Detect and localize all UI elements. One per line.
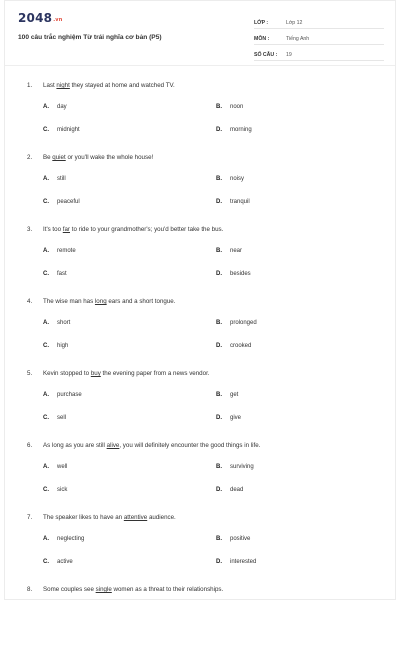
answer-option-a[interactable] xyxy=(43,248,76,254)
answer-option-c[interactable] xyxy=(43,343,68,349)
option-text: day xyxy=(57,104,67,110)
option-letter: A. xyxy=(43,248,49,254)
stem-text-before: Be xyxy=(43,154,53,161)
question-stem xyxy=(27,442,260,449)
option-letter: C. xyxy=(43,127,49,133)
option-letter: A. xyxy=(43,104,49,110)
stem-text-after: to ride to your grandmother's; you'd better take the bus. xyxy=(70,226,224,233)
answer-option-b[interactable] xyxy=(216,104,243,110)
stem-text-before: The speaker likes to have an xyxy=(43,514,124,521)
question-stem xyxy=(27,514,176,521)
question-stem xyxy=(27,82,175,89)
meta-value: Lớp 12 xyxy=(286,20,303,26)
stem-text-before: Kevin stopped to xyxy=(43,370,91,377)
worksheet-page xyxy=(4,0,396,600)
header-divider xyxy=(5,65,395,66)
option-letter: C. xyxy=(43,343,49,349)
question-list xyxy=(5,77,395,653)
answer-option-a[interactable] xyxy=(43,176,66,182)
question-item xyxy=(5,581,395,653)
option-text: short xyxy=(57,320,71,326)
answer-option-a[interactable] xyxy=(43,536,84,542)
stem-text-after: they stayed at home and watched TV. xyxy=(69,82,175,89)
answer-option-b[interactable] xyxy=(216,464,254,470)
meta-label: LỚP : xyxy=(254,20,269,26)
stem-text-before: Last xyxy=(43,82,57,89)
option-letter: C. xyxy=(43,559,49,565)
option-text: noisy xyxy=(230,176,245,182)
site-logo[interactable] xyxy=(18,11,63,25)
answer-option-a[interactable] xyxy=(43,392,82,398)
answer-option-d[interactable] xyxy=(216,199,250,205)
stem-text-before: The wise man has xyxy=(43,298,95,305)
question-number: 6. xyxy=(27,442,33,449)
question-number: 5. xyxy=(27,370,33,377)
option-letter: B. xyxy=(216,464,222,470)
meta-row xyxy=(254,13,384,29)
answer-option-c[interactable] xyxy=(43,559,73,565)
option-text: midnight xyxy=(57,127,80,133)
answer-option-b[interactable] xyxy=(216,392,238,398)
question-item xyxy=(5,437,395,509)
question-number: 8. xyxy=(27,586,33,593)
question-number: 3. xyxy=(27,226,33,233)
answer-option-b[interactable] xyxy=(216,176,244,182)
option-letter: D. xyxy=(216,199,222,205)
question-number: 1. xyxy=(27,82,33,89)
question-item xyxy=(5,149,395,221)
option-text: purchase xyxy=(57,392,82,398)
option-letter: B. xyxy=(216,536,222,542)
option-text: fast xyxy=(57,271,67,277)
stem-text-after: the evening paper from a news vendor. xyxy=(100,370,210,377)
option-text: remote xyxy=(57,248,76,254)
underlined-key-word: alive xyxy=(106,442,120,449)
option-text: give xyxy=(230,415,242,421)
meta-value: 19 xyxy=(286,52,292,58)
option-letter: D. xyxy=(216,559,222,565)
option-letter: C. xyxy=(43,271,49,277)
option-letter: C. xyxy=(43,199,49,205)
option-letter: C. xyxy=(43,487,49,493)
option-text: peaceful xyxy=(57,199,80,205)
answer-option-c[interactable] xyxy=(43,487,67,493)
stem-text-after: audience. xyxy=(147,514,176,521)
underlined-key-word: far xyxy=(62,226,70,233)
meta-label: MÔN : xyxy=(254,36,270,42)
answer-option-b[interactable] xyxy=(216,320,257,326)
underlined-key-word: quiet xyxy=(52,154,66,161)
underlined-key-word: attentive xyxy=(123,514,148,521)
question-item xyxy=(5,509,395,581)
answer-option-d[interactable] xyxy=(216,127,252,133)
answer-option-a[interactable] xyxy=(43,104,67,110)
question-stem xyxy=(27,586,223,593)
option-letter: D. xyxy=(216,271,222,277)
option-text: sell xyxy=(57,415,67,421)
option-letter: A. xyxy=(43,392,49,398)
meta-panel xyxy=(254,13,384,61)
question-item xyxy=(5,77,395,149)
option-text: prolonged xyxy=(230,320,257,326)
option-text: get xyxy=(230,392,239,398)
option-text: near xyxy=(230,248,243,254)
option-letter: B. xyxy=(216,392,222,398)
stem-text-after: ears and a short tongue. xyxy=(106,298,176,305)
stem-text-after: , you will definitely encounter the good things in life. xyxy=(119,442,261,449)
option-text: active xyxy=(57,559,73,565)
option-letter: A. xyxy=(43,320,49,326)
stem-text-after: or you'll wake the whole house! xyxy=(65,154,154,161)
question-number: 4. xyxy=(27,298,33,305)
answer-option-a[interactable] xyxy=(43,320,70,326)
answer-option-c[interactable] xyxy=(43,271,67,277)
worksheet-header xyxy=(5,1,395,63)
option-letter: D. xyxy=(216,343,222,349)
answer-option-d[interactable] xyxy=(216,343,251,349)
meta-label: SỐ CÂU : xyxy=(254,52,278,58)
option-letter: D. xyxy=(216,415,222,421)
answer-option-d[interactable] xyxy=(216,415,241,421)
stem-text-before: As long as you are still xyxy=(43,442,107,449)
option-text: well xyxy=(57,464,68,470)
option-text: tranquil xyxy=(230,199,250,205)
underlined-key-word: buy xyxy=(90,370,101,377)
stem-text-before: It's too xyxy=(43,226,63,233)
option-letter: C. xyxy=(43,415,49,421)
option-letter: D. xyxy=(216,487,222,493)
question-stem xyxy=(27,154,153,161)
option-letter: A. xyxy=(43,176,49,182)
answer-option-b[interactable] xyxy=(216,248,242,254)
option-text: neglecting xyxy=(57,536,85,542)
question-item xyxy=(5,293,395,365)
question-item xyxy=(5,365,395,437)
option-text: dead xyxy=(230,487,244,493)
option-letter: B. xyxy=(216,248,222,254)
logo-suffix: .vn xyxy=(53,17,63,23)
option-text: positive xyxy=(230,536,251,542)
option-text: sick xyxy=(57,487,68,493)
option-letter: A. xyxy=(43,464,49,470)
option-letter: B. xyxy=(216,104,222,110)
question-number: 2. xyxy=(27,154,33,161)
option-text: interested xyxy=(230,559,257,565)
answer-option-c[interactable] xyxy=(43,199,80,205)
answer-option-b[interactable] xyxy=(216,536,250,542)
document-title: 100 câu trắc nghiệm Từ trái nghĩa cơ bản (P5) xyxy=(18,34,162,41)
option-letter: A. xyxy=(43,536,49,542)
option-text: morning xyxy=(230,127,252,133)
answer-option-d[interactable] xyxy=(216,271,251,277)
question-number: 7. xyxy=(27,514,33,521)
option-text: high xyxy=(57,343,69,349)
logo-text: 2048 xyxy=(18,11,53,25)
meta-row xyxy=(254,29,384,45)
underlined-key-word: night xyxy=(56,82,70,89)
option-text: surviving xyxy=(230,464,254,470)
underlined-key-word: long xyxy=(94,298,107,305)
answer-option-c[interactable] xyxy=(43,127,80,133)
answer-option-c[interactable] xyxy=(43,415,66,421)
question-item xyxy=(5,221,395,293)
option-letter: B. xyxy=(216,176,222,182)
stem-text-after: women as a threat to their relationships. xyxy=(111,586,224,593)
option-letter: D. xyxy=(216,127,222,133)
stem-text-before: Some couples see xyxy=(43,586,96,593)
option-text: still xyxy=(57,176,66,182)
option-text: besides xyxy=(230,271,251,277)
underlined-key-word: single xyxy=(95,586,112,593)
answer-option-d[interactable] xyxy=(216,487,243,493)
question-stem xyxy=(27,298,175,305)
question-stem xyxy=(27,370,210,377)
meta-row xyxy=(254,45,384,61)
option-text: crooked xyxy=(230,343,252,349)
meta-value: Tiếng Anh xyxy=(286,36,310,42)
option-text: noon xyxy=(230,104,244,110)
option-letter: B. xyxy=(216,320,222,326)
answer-option-d[interactable] xyxy=(216,559,256,565)
answer-option-a[interactable] xyxy=(43,464,67,470)
question-stem xyxy=(27,226,223,233)
